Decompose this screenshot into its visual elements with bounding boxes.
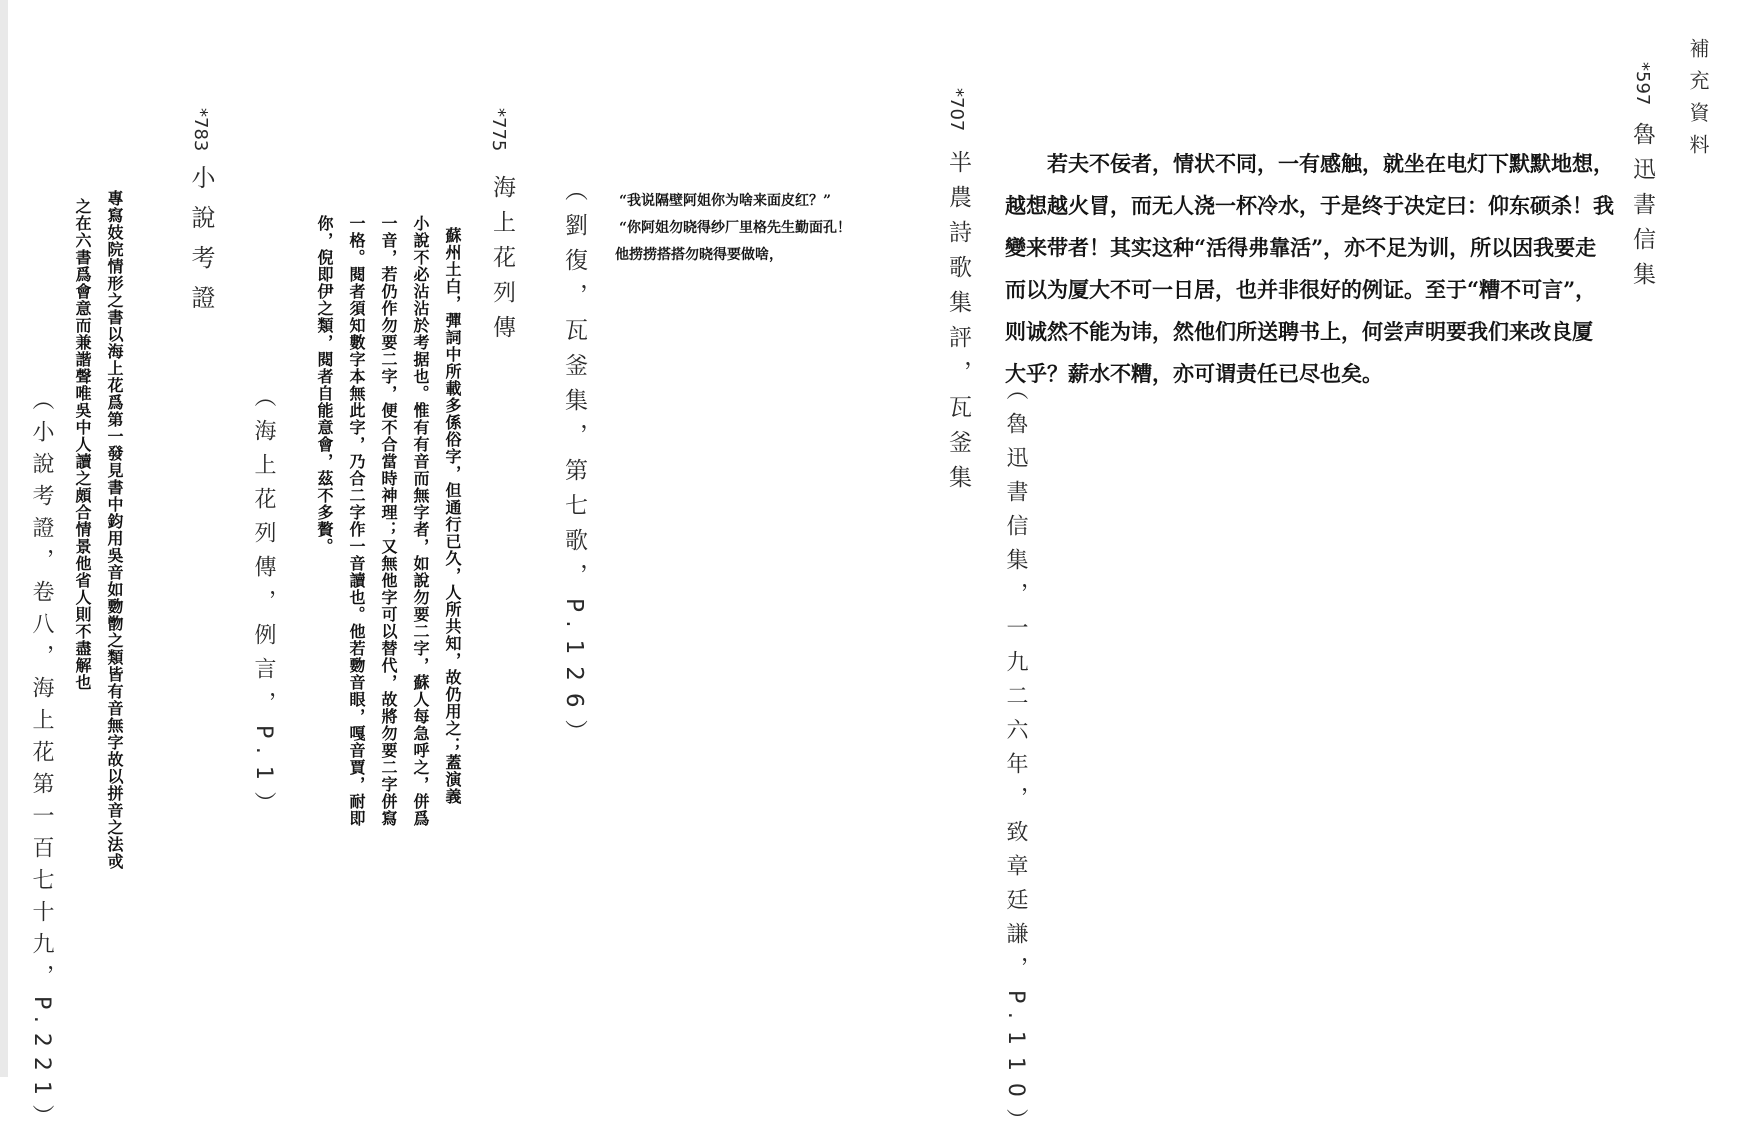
excerpt-line: 而以为厦大不可一日居，也并非很好的例证。至于“糟不可言”， <box>1005 277 1597 302</box>
section-597-source-title: 魯迅書信集 <box>1629 122 1655 297</box>
section-775-citation: （海上花列傳，例言，P.1） <box>251 385 276 826</box>
supplement-title: 補充資料 <box>1686 38 1710 166</box>
excerpt-line: 專寫妓院情形之書以海上花爲第一發見書中鈞用吳音如覅朆之類皆有音無字故以拼音之法戓 <box>105 190 124 870</box>
section-783-marker: *783 <box>190 108 211 152</box>
excerpt-line: 蘇州土白，彈詞中所載多係俗字，但通行已久，人所共知，故仍用之；蓋演義 <box>443 227 462 805</box>
section-775-marker: *775 <box>488 108 509 152</box>
scan-edge <box>0 0 8 1077</box>
excerpt-line: 小說不必沾沾於考据也。惟有有音而無字者，如說勿要二字，蘇人每急呼之，併爲 <box>411 215 430 827</box>
excerpt-line: “你阿姐勿晓得纱厂里格先生勤面孔！ <box>619 220 852 236</box>
section-783-source-title: 小說考證 <box>187 165 215 325</box>
excerpt-line: 你，倪即伊之類，閱者自能意會，茲不多贅。 <box>315 215 334 555</box>
section-707-excerpt <box>615 190 945 270</box>
excerpt-line: 越想越火冒，而无人浇一杯冷水，于是终于决定曰：仰东硕杀！我 <box>1005 193 1614 218</box>
section-707-citation: （劉復，瓦釜集，第七歌，P.126） <box>561 178 587 755</box>
section-597-excerpt <box>1005 148 1625 398</box>
section-783-citation: （小說考證，卷八，海上花第一百七十九，P.221） <box>29 388 54 1137</box>
excerpt-line: 一格。閱者須知數字本無此字，乃合二字作一音讀也。他若覅音眼，嘎音賈，耐即 <box>347 215 366 827</box>
excerpt-line: 则诚然不能为讳，然他们所送聘书上，何尝声明要我们来改良厦 <box>1005 319 1593 344</box>
excerpt-line: 變来带者！其实这种“活得弗靠活”，亦不足为训，所以因我要走 <box>1005 235 1597 260</box>
section-707-source-title: 半農詩歌集評，瓦釜集 <box>945 150 971 500</box>
excerpt-line: 大乎？薪水不糟，亦可谓责任已尽也矣。 <box>1005 361 1383 386</box>
section-597-citation: （魯迅書信集，一九二六年，致章廷謙，P.110） <box>1003 378 1028 1143</box>
excerpt-line: 之在六書爲會意而兼諧聲唯吳中人讀之頗合情景他省人則不盡解也 <box>73 198 92 691</box>
section-775-source-title: 海上花列傳 <box>489 175 515 350</box>
excerpt-line: 若夫不佞者，情状不同，一有感触，就坐在电灯下默默地想， <box>1047 151 1614 176</box>
section-783-excerpt <box>60 190 130 980</box>
section-707-marker: *707 <box>946 88 967 132</box>
excerpt-line: 一音，若仍作勿要二字，便不合當時神理；又無他字可以替代，故將勿要二字併寫 <box>379 215 398 827</box>
section-775-excerpt <box>300 215 470 855</box>
excerpt-line: 他捞捞搭搭勿晓得要做啥， <box>615 247 783 263</box>
section-597-marker: *597 <box>1632 62 1653 106</box>
excerpt-line: “我说隔壁阿姐你为啥来面皮红？” <box>619 193 832 209</box>
